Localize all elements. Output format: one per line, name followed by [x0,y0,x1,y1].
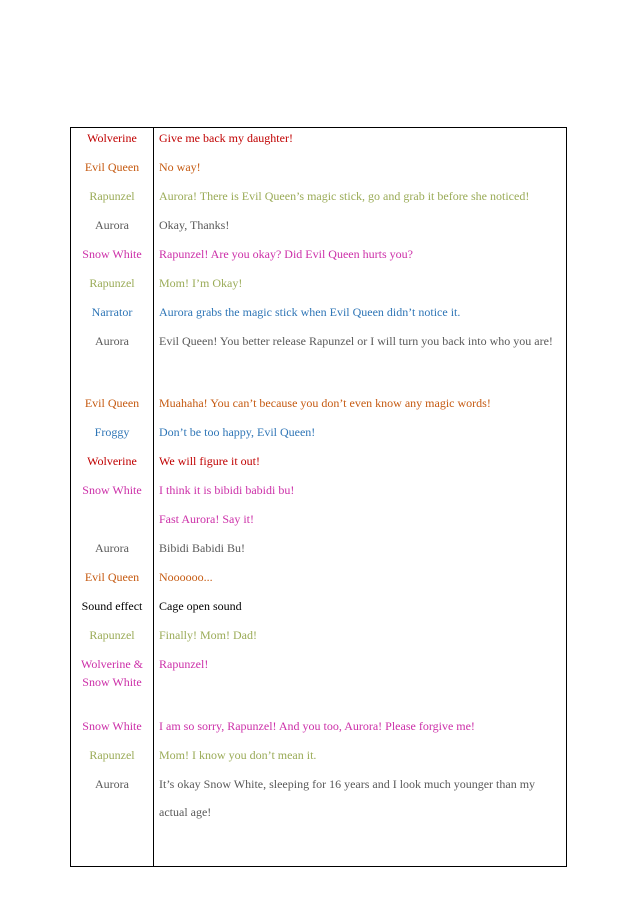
row-line: It’s okay Snow White, sleeping for 16 years and I look much younger than my actual age! [159,777,536,819]
script-table [70,127,567,867]
row-speaker: Rapunzel [89,276,135,290]
row-speaker: Snow White [82,247,142,261]
row-line: Give me back my daughter! [159,131,293,145]
row-line: Aurora grabs the magic stick when Evil Queen didn’t notice it. [159,305,461,319]
row-line: Mom! I’m Okay! [159,276,243,290]
row-line: Rapunzel! [159,657,209,671]
row-line: Don’t be too happy, Evil Queen! [159,425,316,439]
row-line: No way! [159,160,201,174]
row-line: Fast Aurora! Say it! [159,512,254,526]
row-line: I think it is bibidi babidi bu! [159,483,295,497]
row-speaker: Rapunzel [89,628,135,642]
row-line: Muahaha! You can’t because you don’t even know any magic words! [159,396,491,410]
row-speaker: Wolverine [87,131,137,145]
row-line: We will figure it out! [159,454,261,468]
row-line: Okay, Thanks! [159,218,230,232]
row-speaker: Aurora [95,334,129,348]
row-line: I am so sorry, Rapunzel! And you too, Aurora! Please forgive me! [159,719,475,733]
row-speaker: Aurora [95,777,129,791]
row-speaker: Evil Queen [84,570,140,584]
row-line: Bibidi Babidi Bu! [159,541,246,555]
row-speaker: Narrator [91,305,133,319]
row-line: Cage open sound [159,599,242,613]
row-speaker: Sound effect [81,599,143,613]
row-speaker: Snow White [82,483,142,497]
row-speaker: Wolverine & Snow White [80,657,143,689]
row-speaker: Aurora [95,541,129,555]
row-line: Evil Queen! You better release Rapunzel or I will turn you back into who you are! [159,334,553,348]
row-line: Noooooo... [159,570,213,584]
row-speaker: Froggy [94,425,130,439]
column-divider [153,128,154,866]
row-speaker: Aurora [95,218,129,232]
row-speaker: Rapunzel [89,748,135,762]
row-line: Finally! Mom! Dad! [159,628,257,642]
row-speaker: Wolverine [87,454,137,468]
row-line: Rapunzel! Are you okay? Did Evil Queen hurts you? [159,247,413,261]
row-speaker: Evil Queen [84,396,140,410]
row-line: Aurora! There is Evil Queen’s magic stick, go and grab it before she noticed! [159,189,530,203]
row-line: Mom! I know you don’t mean it. [159,748,317,762]
row-speaker: Evil Queen [84,160,140,174]
row-speaker: Rapunzel [89,189,135,203]
row-speaker: Snow White [82,719,142,733]
